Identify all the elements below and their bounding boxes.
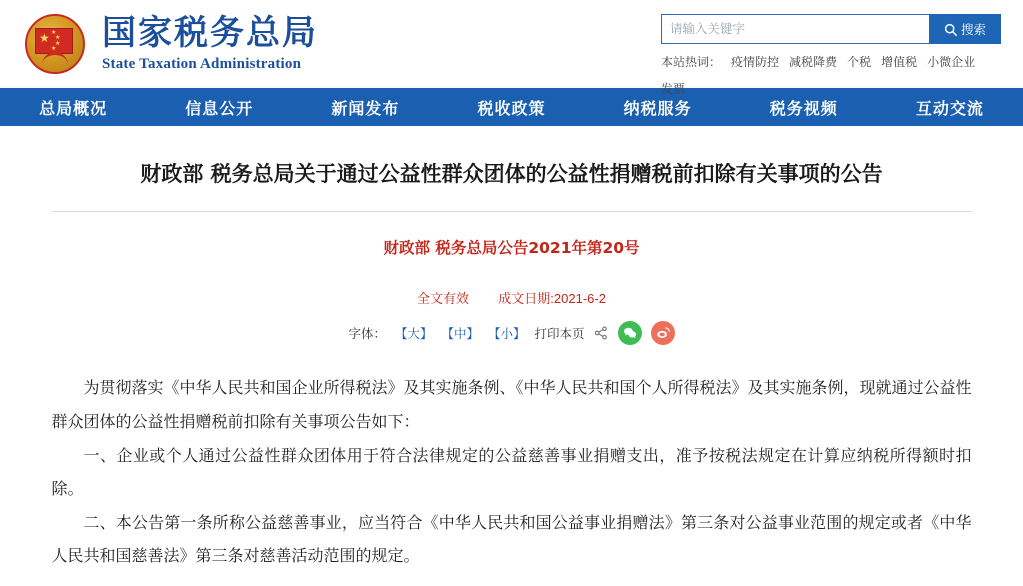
site-header <box>0 0 1023 96</box>
site-name-en: State Taxation Administration <box>102 56 302 72</box>
article-paragraph: 一、企业或个人通过公益性群众团体用于符合法律规定的公益慈善事业捐赠支出，准予按税法规定在计算应纳税所得额时扣除。 <box>51 445 972 499</box>
hot-word-link[interactable]: 减税降费 <box>789 55 838 69</box>
font-size-label: 字体： <box>348 327 386 342</box>
hot-word-link[interactable]: 疫情防控 <box>731 55 780 69</box>
site-name-cn: 国家税务总局 <box>102 13 318 53</box>
document-meta <box>52 288 972 307</box>
search-button-label: 搜索 <box>960 23 986 37</box>
share-icon[interactable] <box>594 326 609 341</box>
hot-words <box>661 53 1001 97</box>
search-icon <box>944 23 957 36</box>
article-container <box>52 126 972 573</box>
header-search-area <box>661 14 1001 97</box>
font-size-small-button[interactable]: 【小】 <box>488 327 526 342</box>
nav-item-service[interactable]: 纳税服务 <box>623 100 692 118</box>
article-paragraph: 二、本公告第一条所称公益慈善事业，应当符合《中华人民共和国公益事业捐赠法》第三条对公益事业范围的规定或者《中华人民共和国慈善法》第三条对慈善活动范围的规定。 <box>51 512 972 566</box>
nav-item-overview[interactable]: 总局概况 <box>39 100 108 118</box>
nav-item-policy[interactable]: 税收政策 <box>477 100 546 118</box>
article-body <box>52 371 972 573</box>
hot-words-label: 本站热词： <box>661 55 722 69</box>
hot-word-link[interactable]: 小微企业 <box>927 55 976 69</box>
hot-word-link[interactable]: 发票 <box>661 82 686 96</box>
search-button[interactable] <box>929 14 1001 44</box>
article-toolbar <box>52 321 972 345</box>
hot-word-link[interactable]: 个税 <box>847 55 872 69</box>
site-brand[interactable] <box>102 13 318 72</box>
status-badge: 全文有效 <box>417 291 470 307</box>
nav-item-news[interactable]: 新闻发布 <box>331 100 400 118</box>
issue-date: 成文日期:2021-6-2 <box>498 291 606 307</box>
search-bar <box>661 14 1001 44</box>
article-paragraph: 为贯彻落实《中华人民共和国企业所得税法》及其实施条例、《中华人民共和国个人所得税法》及其实施条例，现就通过公益性群众团体的公益性捐赠税前扣除有关事项公告如下： <box>51 378 972 431</box>
document-number: 财政部 税务总局公告2021年第20号 <box>383 239 640 258</box>
print-page-button[interactable]: 打印本页 <box>534 327 585 342</box>
weibo-icon[interactable] <box>651 321 675 345</box>
font-size-large-button[interactable]: 【大】 <box>394 327 433 342</box>
page-title: 财政部 税务总局关于通过公益性群众团体的公益性捐赠税前扣除有关事项的公告 <box>140 162 883 186</box>
hot-word-link[interactable]: 增值税 <box>881 55 918 69</box>
national-emblem-icon: ★ ★ ★ ★ ★ <box>22 11 88 77</box>
font-size-medium-button[interactable]: 【中】 <box>441 327 479 342</box>
wechat-icon[interactable] <box>618 321 642 345</box>
nav-item-disclosure[interactable]: 信息公开 <box>185 100 254 118</box>
title-divider <box>52 211 972 212</box>
nav-item-interaction[interactable]: 互动交流 <box>915 100 984 118</box>
nav-item-video[interactable]: 税务视频 <box>769 100 838 118</box>
search-input[interactable] <box>661 14 929 44</box>
